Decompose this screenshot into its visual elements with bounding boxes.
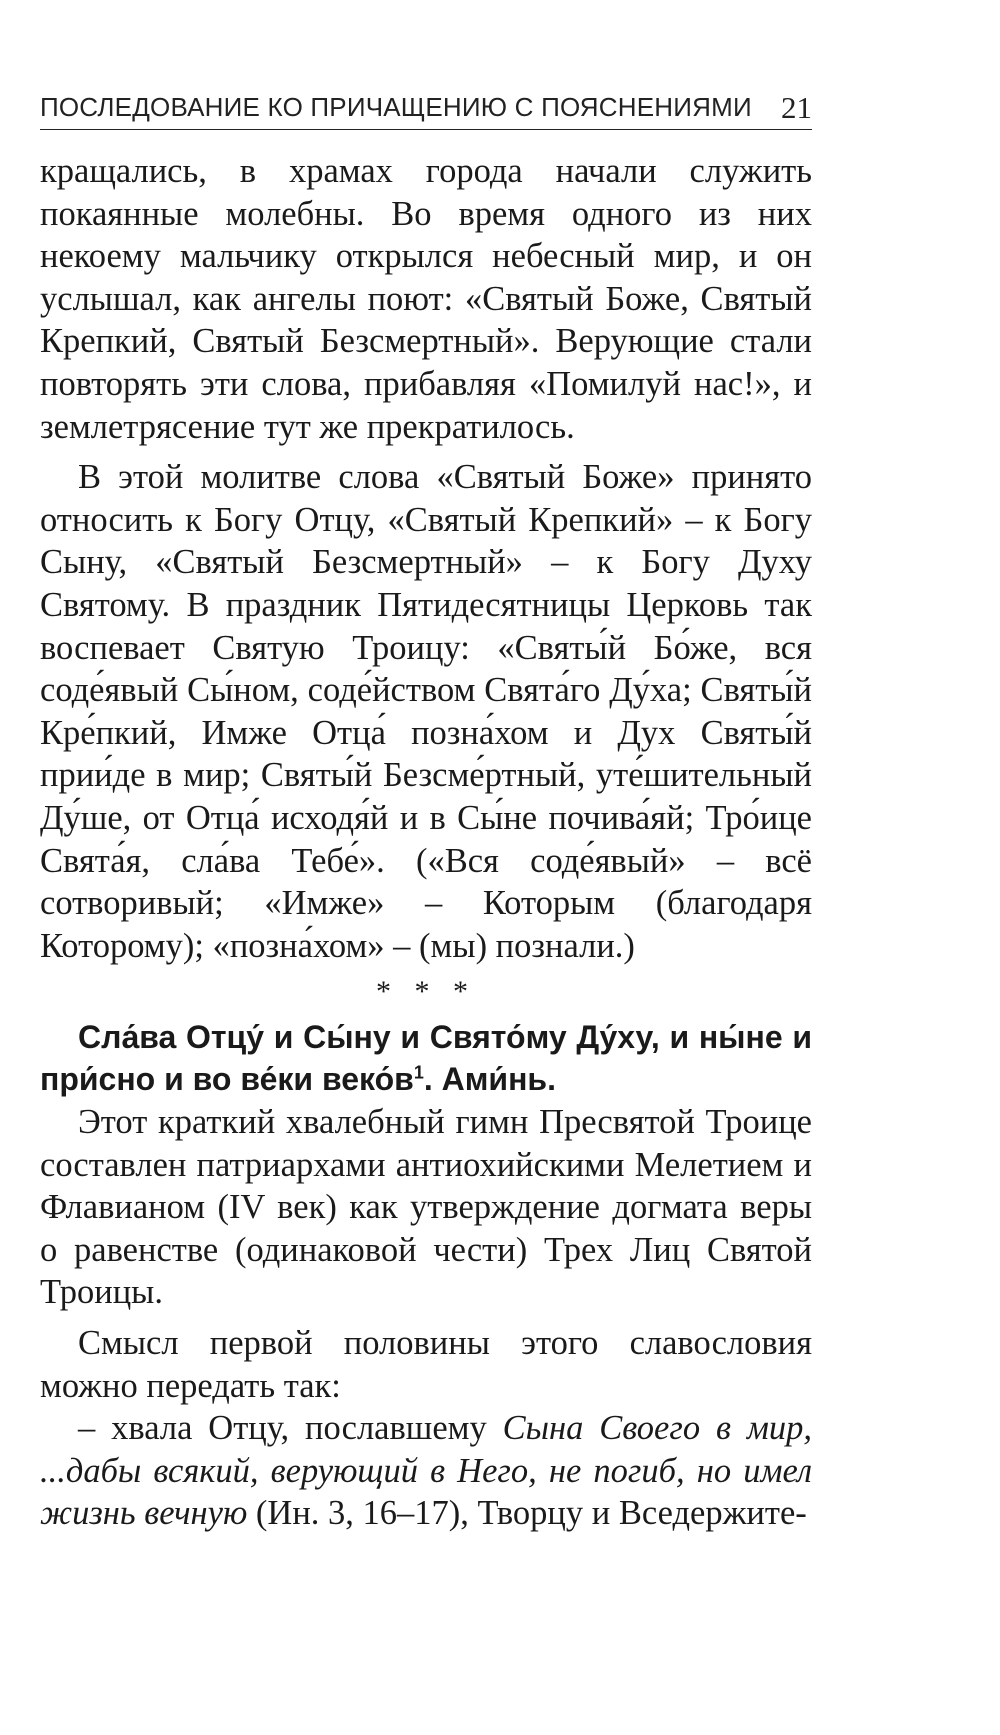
scripture-quote: Сына Своего в мир, ...дабы всякий, верующий в Него, не погиб, но имел жизнь вечную bbox=[40, 1409, 812, 1533]
paragraph-hymn-origin: Этот краткий хвалебный гимн Пресвятой Троице составлен патриархами антиохийскими Мелетием и Флавианом (IV век) как утверждение догмата веры о равенстве (одинаковой чести) Трех Лиц Святой Троицы. bbox=[40, 1103, 812, 1312]
paragraph-trisagion: В этой молитве слова «Святый Боже» принято относить к Богу Отцу, «Святый Крепкий» – к Богу Сыну, «Святый Безсмертный» – к Богу Духу Святому. В праздник Пятидесятницы Церковь так воспевает Святую Троицу: «Святы́й Бо́же, вся соде́явый Сы́ном, соде́йством Свята́го Ду́ха; Святы́й Кре́пкий, Имже Отца́ позна́хом и Дух Святы́й прии́де в мир; Святы́й Безсме́ртный, уте́шительный Ду́ше, от Отца́ исходя́й и в Сы́не почива́яй; Тро́ице Свята́я, сла́ва Тебе́». («Вся соде́явый» – всё сотворивый; «Имже» – Которым (благодаря Которому); «позна́хом» – (мы) познали.) bbox=[40, 458, 812, 965]
page-number: 21 bbox=[781, 90, 812, 125]
footnote-marker: 1 bbox=[413, 1062, 424, 1083]
doxology-amen: . Ами́нь. bbox=[423, 1061, 556, 1098]
running-head bbox=[40, 92, 812, 130]
scripture-reference: (Ин. 3, 16–17), Творцу и Вседержите- bbox=[247, 1494, 807, 1533]
paragraph-continued: кращались, в храмах города начали служить покаянные молебны. Во время одного из них некоему мальчику открылся небесный мир, и он услышал, как ангелы поют: «Святый Боже, Святый Крепкий, Святый Безсмертный». Верующие стали повторять эти слова, прибавляя «Помилуй нас!», и землетрясение тут же прекратилось. bbox=[40, 152, 812, 446]
praise-lead: – хвала Отцу, пославшему bbox=[78, 1409, 503, 1448]
doxology-verse bbox=[40, 1016, 812, 1101]
paragraph-praise-father bbox=[40, 1407, 812, 1535]
doxology-text: Сла́ва Отцу́ и Сы́ну и Свято́му Ду́ху, и ны́не и при́сно и во ве́ки веко́в bbox=[40, 1018, 812, 1098]
body-text bbox=[40, 150, 812, 1535]
section-separator: * * * bbox=[376, 975, 476, 1009]
running-title: ПОСЛЕДОВАНИЕ КО ПРИЧАЩЕНИЮ С ПОЯСНЕНИЯМИ bbox=[40, 92, 752, 122]
paragraph-meaning: Смысл первой половины этого славословия можно передать так: bbox=[40, 1324, 812, 1405]
